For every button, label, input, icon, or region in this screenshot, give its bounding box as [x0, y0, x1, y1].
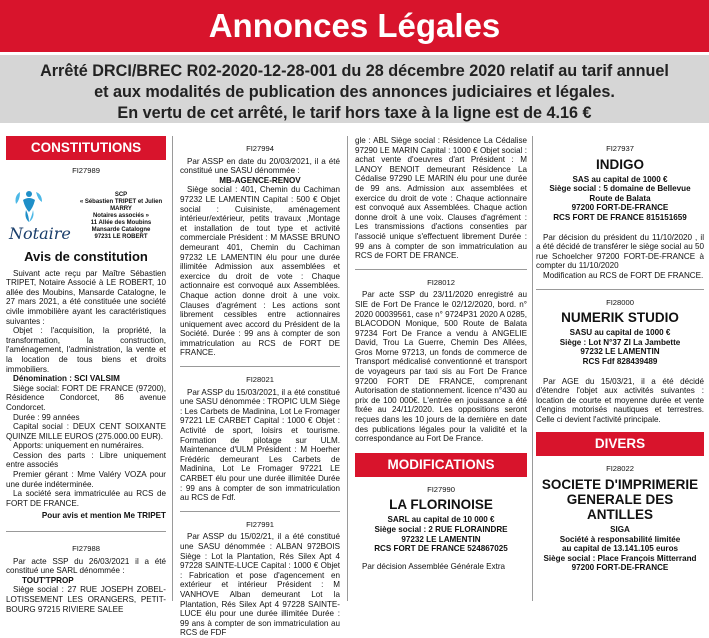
ad-paragraph: Par AGE du 15/03/21, il a été décidé d'étendre l'objet aux activités suivantes : location de courte et moyenne durée et vente d'engins motorisés nautiques et terrestres. Celle ci devient l'activité principale.	[536, 376, 704, 424]
company-detail: 97232 LE LAMENTIN	[580, 347, 660, 357]
company-name: SOCIETE D'IMPRIMERIE GENERALE DES ANTILLES	[541, 477, 699, 523]
company-name: INDIGO	[595, 156, 644, 172]
company-detail: Siège : Lot N°37 ZI La Jambette	[559, 337, 681, 347]
ad-ref: FI28012	[427, 277, 455, 287]
company-detail: 97200 FORT-DE-FRANCE	[571, 203, 669, 213]
company-name: NUMERIK STUDIO	[561, 310, 679, 326]
company-name: LA FLORINOISE	[389, 497, 493, 513]
ad-ref: FI28022	[606, 464, 634, 474]
column-divider	[532, 136, 533, 601]
company-detail: au capital de 13.141.105 euros	[561, 544, 679, 554]
company-detail: 97232 LE LAMENTIN	[401, 534, 481, 544]
scp-line: « Sébastien TRIPET et Julien MARRY	[79, 198, 163, 212]
column-1	[6, 136, 166, 614]
scp-line: 97231 LE ROBERT	[94, 233, 148, 240]
ad-ref: FI27937	[606, 144, 634, 153]
ad-paragraph: La société sera immatriculée au RCS de FORT DE FRANCE.	[6, 489, 166, 508]
ad-ref: FI27994	[246, 144, 274, 153]
scp-line: 11 Allée des Moubins	[90, 219, 152, 226]
company-detail: Route de Balata	[589, 193, 651, 203]
company-detail: Siège social : Place François Mitterrand	[543, 553, 697, 563]
ad-paragraph: Cession des parts : Libre uniquement entre associés	[6, 450, 166, 470]
section-modifications: MODIFICATIONS	[355, 453, 527, 477]
ad-ref: FI27988	[72, 544, 100, 554]
notary-header	[6, 182, 166, 246]
ad-signature: Pour avis et mention Me TRIPET	[41, 511, 166, 521]
company-detail: SIGA	[610, 525, 630, 535]
column-divider	[347, 136, 348, 601]
ad-ref: FI27991	[246, 519, 274, 529]
ad-paragraph: Par décision Assemblée Générale Extra	[362, 561, 506, 571]
company-detail: RCS Fdf 828439489	[582, 356, 658, 366]
ad-paragraph: Par acte SSP du 26/03/2021 il a été constitué une SARL dénommée :	[6, 556, 166, 576]
ad-paragraph: Par décision du président du 11/10/2020 , il a été décidé de transférer le siège social au 50 rue Schoelcher 97200 FORT-DE-FRANCE à compter du 11/10/2020	[536, 232, 704, 271]
company-detail: Siège social : 5 domaine de Bellevue	[549, 184, 691, 194]
ad-paragraph: Objet : l'acquisition, la propriété, la transformation, la construction, l'aménagement, l'administration, la vente et la location de tous biens et droits immobiliers.	[6, 326, 166, 374]
ad-paragraph: Dénomination : SCI VALSIM	[13, 374, 120, 384]
scp-line: Notaires associés »	[92, 212, 150, 219]
ad-title: Avis de constitution	[24, 248, 148, 264]
section-divers: DIVERS	[536, 432, 704, 456]
ad-paragraph: Suivant acte reçu par Maître Sébastien TRIPET, Notaire Associé à LE ROBERT, 10 allée des Moubins, Mansarde Catalogne, le 27 mars 2021, a été constituée une société civile immobilière ayant les caractéristiques suivantes :	[6, 268, 166, 326]
scp-line: Mansarde Catalogne	[91, 226, 151, 233]
ad-paragraph: Durée : 99 années	[13, 412, 80, 422]
company-detail: 97200 FORT-DE-FRANCE	[571, 563, 669, 573]
decree-line-2: et aux modalités de publication des annonces judiciaires et légales.	[94, 83, 615, 101]
page-banner: Annonces Légales	[0, 0, 709, 52]
company-detail: Siège social : 2 RUE FLORAINDRE	[374, 525, 508, 534]
ad-paragraph: Par ASSP du 15/02/21, il a été constitué une SASU dénommée : ALBAN 972BOIS Siège : Lot la Plantation, Rés Silex Apt 4 97228 SAINTE-LUCE Capital : 1000 € Objet : Fabrication et pose d'agencement en extérieur et intérieur Président : M VANHOVE Alban demeurant Lot la Plantation, Rés Silex Apt 4 97228 SAINTE-LUCE élu pour une durée illimitée Durée : 99 ans à compter de son immatriculation au RCS de FDF	[180, 532, 340, 638]
ad-ref: FI28021	[246, 375, 274, 385]
ad-ref: FI27990	[427, 484, 455, 494]
decree-line-3: En vertu de cet arrêté, le tarif hors taxe à la ligne est de 4.16 €	[117, 104, 592, 122]
company-name: MB-AGENCE-RENOV	[219, 175, 301, 185]
ad-paragraph: Modification au RCS de FORT DE FRANCE.	[543, 270, 704, 280]
ad-paragraph: Siège social : 27 RUE JOSEPH ZOBEL-LOTISSEMENT LES ORANGERS, PETIT-BOURG 97215 RIVIERE SALEE	[6, 585, 166, 614]
column-4	[536, 136, 704, 601]
decree-line-1: Arrêté DRCI/BREC R02-2020-12-28-001 du 28 décembre 2020 relatif au tarif annuel	[40, 62, 669, 80]
company-detail: Société à responsabilité limitée	[559, 534, 681, 544]
ad-paragraph: Par ASSP du 15/03/2021, il a été constitué une SASU dénommée : TROPIC ULM Siège : Les Carbets de Madinina, Lot Le Fromager 97221 LE CARBET Capital : 1000 € Objet : Activité de sport, loisirs et tourisme. Formation de pilotage sur ULM. Maintenance d'ULM Président : M Hoerher Frédéric demeurant Les Carbets de Madinina, Lot Le Fromager 97221 LE CARBET élu pour une durée illimitée Durée : 99 ans à compter de son immatriculation au RCS de Fdf.	[180, 387, 340, 503]
ad-paragraph: Siège social : 401, Chemin du Cachiman 97232 LE LAMENTIN Capital : 500 € Objet social : Cuisiniste, aménagement intérieur/extérieur, petits travaux ,Montage et installation de tout type et activité commerciale Président : M MASSE BRUNO demeurant 401, Chemin du Cachiman 97232 LE LAMENTIN élu pour une durée illimitée Admission aux assemblées et exercice du droit de vote : Chaque actionnaire est convoqué aux Assemblées. Chaque action donne droit à une voix. Clauses d'agrément : Les actions sont librement cessibles entre actionnaires uniquement avec accord du Président de la Société. Durée : 99 ans à compter de son immatriculation au RCS de FORT DE FRANCE.	[180, 185, 340, 358]
column-3	[355, 136, 527, 601]
scp-line: SCP	[114, 191, 128, 198]
company-detail: SARL au capital de 10 000 €	[387, 515, 495, 525]
ad-paragraph: Siège social: FORT DE FRANCE (97200), Résidence Condorcet, 86 avenue Condorcet.	[6, 383, 166, 412]
company-detail: RCS FORT DE FRANCE 524867025	[374, 544, 508, 554]
logo-text: Notaire	[9, 223, 71, 243]
ad-paragraph: Premier gérant : Mme Valéry VOZA pour une durée indéterminée.	[6, 470, 166, 489]
section-constitutions: CONSTITUTIONS	[6, 136, 166, 160]
ad-paragraph: Par ASSP en date du 20/03/2021, il a été constitué une SASU dénommée :	[180, 156, 340, 176]
company-detail: SASU au capital de 1000 €	[569, 328, 671, 338]
ad-paragraph: Capital social : DEUX CENT SOIXANTE QUINZE MILLE EUROS (275.000.00 EUR).	[6, 422, 166, 441]
company-name: TOUT'TPROP	[22, 575, 74, 585]
column-divider	[172, 136, 173, 601]
ad-paragraph: gle : ABL Siège social : Résidence La Cédalise 97290 LE MARIN Capital : 1000 € Objet social : achat vente d'oeuvres d'art Président : M LANOY BENOIT demeurant Résidence La Cédalise 97290 LE MARIN élu pour une durée de 99 ans. Admission aux assemblées et exercice du droit de vote : Chaque actionnaire est convoqué aux Assemblées. Chaque action donne droit à une voix. Clauses d'agrément : Les transmissions d'actions consenties par l'associé unique s'effectuent librement Durée : 99 ans à compter de son immatriculation au RCS de FORT DE FRANCE.	[355, 136, 527, 261]
ad-paragraph: Apports: uniquement en numéraires.	[13, 441, 144, 451]
notary-address	[76, 182, 166, 241]
company-detail: RCS FORT DE FRANCE 815151659	[553, 212, 687, 222]
ad-paragraph: Par acte SSP du 23/11/2020 enregistré au SIE de Fort De France le 02/12/2020, bord. n° 2020 00039561, case n° 9724P31 2020 A 0285, BLACODON Monique, 500 Route de Balata 97234 Fort De France a vendu à ANGELIE David, Trou La Guerre, Chemin Des Allées, Gros Morne 97213, un fonds de commerce de Transport médicalisé conventionné et transport de voyageurs par taxi sis au Fort De France 97200 FORT DE FRANCE, comprenant Autorisation de stationnement. licence n°430 au prix de 100 000€. L'entrée en jouissance a été fixée au 24/11/2020. Les oppositions seront reçues dans les 10 jours de la dernière en date des publications légales pour la validité et la correspondance au Fort De France.	[355, 290, 528, 444]
notaire-logo-icon	[6, 182, 76, 242]
company-detail: SAS au capital de 1000 €	[572, 174, 668, 184]
column-2	[180, 136, 340, 638]
ad-ref: FI27989	[72, 166, 100, 175]
decree-notice	[0, 55, 709, 123]
ad-ref: FI28000	[606, 297, 634, 307]
